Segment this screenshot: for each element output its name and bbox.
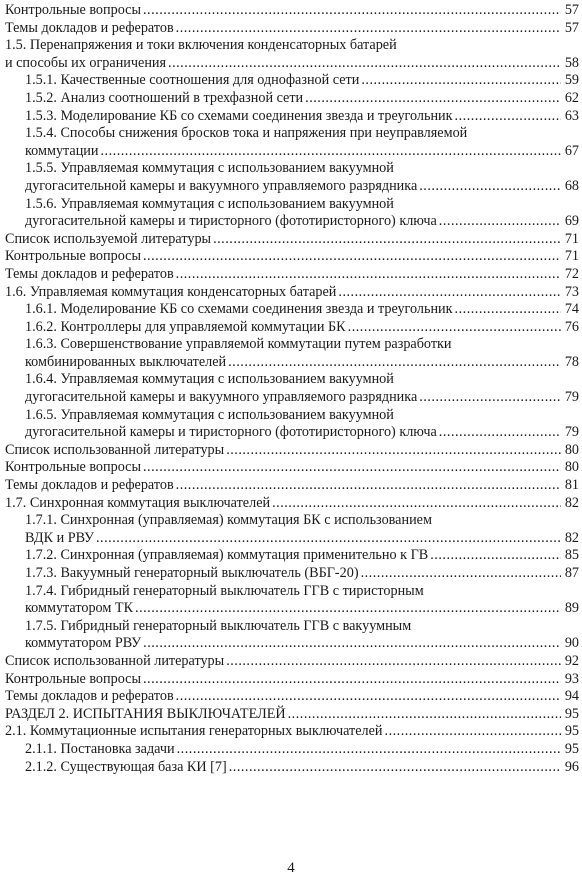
toc-line xyxy=(0,213,582,231)
toc-entry-title: 1.6.3. Совершенствование управляемой коммутации путем разработки xyxy=(25,336,452,353)
dot-leader xyxy=(143,2,561,20)
toc-page-number: 76 xyxy=(564,318,579,335)
toc-entry xyxy=(0,284,582,302)
toc-entry-title: Контрольные вопросы xyxy=(5,248,141,265)
toc-entry-title: Темы докладов и рефератов xyxy=(5,265,174,282)
toc-entry-title: Список использованной литературы xyxy=(5,652,225,669)
toc-entry-title: Темы докладов и рефератов xyxy=(5,19,174,36)
toc-page-number: 59 xyxy=(564,72,579,89)
dot-leader xyxy=(272,495,561,513)
toc-line xyxy=(0,108,582,126)
toc-entry xyxy=(0,196,582,231)
toc-entry xyxy=(0,741,582,759)
toc-line xyxy=(0,424,582,442)
toc-page-number: 80 xyxy=(564,459,579,476)
toc-page-number: 90 xyxy=(564,635,579,652)
toc-line xyxy=(0,231,582,249)
toc-line xyxy=(0,354,582,372)
dot-leader xyxy=(439,213,561,231)
toc-line xyxy=(0,196,582,214)
toc-entry-title: 1.5. Перенапряжения и токи включения конденсаторных батарей xyxy=(5,37,397,54)
toc-page-number: 71 xyxy=(564,230,579,247)
toc-entry-title: РАЗДЕЛ 2. ИСПЫТАНИЯ ВЫКЛЮЧАТЕЛЕЙ xyxy=(5,705,286,722)
toc-line xyxy=(0,143,582,161)
toc-page-number: 95 xyxy=(564,705,579,722)
toc-line xyxy=(0,72,582,90)
toc-line xyxy=(0,512,582,530)
toc-entry xyxy=(0,618,582,653)
dot-leader xyxy=(455,301,561,319)
toc-entry-title: 1.5.1. Качественные соотношения для однофазной сети xyxy=(25,72,360,89)
toc-page-number: 62 xyxy=(564,89,579,106)
toc-line xyxy=(0,284,582,302)
toc-page-number: 78 xyxy=(564,353,579,370)
toc-entry xyxy=(0,759,582,777)
toc-entry xyxy=(0,442,582,460)
toc-page-number: 63 xyxy=(564,107,579,124)
toc-page-number: 80 xyxy=(564,441,579,458)
toc-entry-title: Темы докладов и рефератов xyxy=(5,688,174,705)
toc-page-number: 82 xyxy=(564,529,579,546)
toc-entry xyxy=(0,72,582,90)
toc-entry xyxy=(0,495,582,513)
dot-leader xyxy=(305,90,561,108)
toc-entry xyxy=(0,248,582,266)
dot-leader xyxy=(228,354,561,372)
toc-entry-title: 1.5.4. Способы снижения бросков тока и напряжения при неуправляемой xyxy=(25,125,468,142)
toc-line xyxy=(0,618,582,636)
toc-line xyxy=(0,407,582,425)
toc-entry-title: ВДК и РВУ xyxy=(25,529,94,546)
toc-line xyxy=(0,37,582,55)
toc-line xyxy=(0,741,582,759)
dot-leader xyxy=(176,266,561,284)
toc-entry xyxy=(0,231,582,249)
toc-entry xyxy=(0,336,582,371)
toc-page-number: 93 xyxy=(564,670,579,687)
dot-leader xyxy=(385,723,561,741)
toc-entry-title: 1.7.5. Гибридный генераторный выключатель ГГВ с вакуумным xyxy=(25,617,412,634)
toc-page-number: 71 xyxy=(564,248,579,265)
toc-entry-title: 1.6.1. Моделирование КБ со схемами соединения звезда и треугольник xyxy=(25,301,453,318)
toc-entry-title: дугогасительной камеры и вакуумного управляемого разрядника xyxy=(25,389,418,406)
toc-entry-title: 1.7.4. Гибридный генераторный выключатель ГГВ с тиристорным xyxy=(25,582,424,599)
dot-leader xyxy=(101,143,562,161)
toc-line xyxy=(0,371,582,389)
toc-entry xyxy=(0,90,582,108)
dot-leader xyxy=(143,459,561,477)
toc-entry xyxy=(0,512,582,547)
toc-entry-title: 1.7.2. Синхронная (управляемая) коммутация применительно к ГВ xyxy=(25,547,429,564)
toc-line xyxy=(0,20,582,38)
toc-page-number: 89 xyxy=(564,600,579,617)
toc-entry-title: 1.7. Синхронная коммутация выключателей xyxy=(5,494,271,511)
toc-entry-title: Контрольные вопросы xyxy=(5,2,141,18)
toc-line xyxy=(0,90,582,108)
toc-line xyxy=(0,635,582,653)
dot-leader xyxy=(419,389,561,407)
toc-line xyxy=(0,319,582,337)
toc-entry-title: Контрольные вопросы xyxy=(5,670,141,687)
toc-entry-title: 1.7.1. Синхронная (управляемая) коммутация БК с использованием xyxy=(25,512,432,529)
dot-leader xyxy=(143,671,561,689)
toc-entry-title: 2.1. Коммутационные испытания генераторных выключателей xyxy=(5,723,383,740)
toc-line xyxy=(0,565,582,583)
toc-entry-title: Список использованной литературы xyxy=(5,441,225,458)
toc-line xyxy=(0,688,582,706)
dot-leader xyxy=(176,477,561,495)
toc-line xyxy=(0,653,582,671)
toc-page-number: 74 xyxy=(564,301,579,318)
toc-entry-title: Темы докладов и рефератов xyxy=(5,477,174,494)
toc-line xyxy=(0,266,582,284)
toc-line xyxy=(0,336,582,354)
toc-page-number: 73 xyxy=(564,283,579,300)
toc-page-number: 79 xyxy=(564,424,579,441)
toc-page-number: 85 xyxy=(564,547,579,564)
toc-entry xyxy=(0,547,582,565)
toc-entry xyxy=(0,160,582,195)
toc-entry xyxy=(0,477,582,495)
dot-leader xyxy=(430,547,561,565)
dot-leader xyxy=(361,565,561,583)
dot-leader xyxy=(439,424,561,442)
toc-page-number: 95 xyxy=(564,723,579,740)
dot-leader xyxy=(176,20,561,38)
toc-entry xyxy=(0,653,582,671)
toc-entry xyxy=(0,37,582,72)
toc-entry-title: дугогасительной камеры и тиристорного (фототиристорного) ключа xyxy=(25,424,437,441)
toc-line xyxy=(0,389,582,407)
toc-line xyxy=(0,530,582,548)
toc-page-number: 87 xyxy=(564,565,579,581)
toc-entry-title: 1.7.3. Вакуумный генераторный выключатель (ВБГ-20) xyxy=(25,565,359,581)
dot-leader xyxy=(288,706,561,724)
toc-page-number: 94 xyxy=(564,688,579,705)
toc-line xyxy=(0,477,582,495)
dot-leader xyxy=(177,741,561,759)
toc-line xyxy=(0,160,582,178)
toc-line xyxy=(0,706,582,724)
toc-page-number: 79 xyxy=(564,389,579,406)
toc-entry xyxy=(0,266,582,284)
toc-page-number: 69 xyxy=(564,213,579,230)
toc-entry-title: и способы их ограничения xyxy=(5,54,167,71)
toc-entry xyxy=(0,371,582,406)
toc-entry xyxy=(0,583,582,618)
dot-leader xyxy=(176,688,561,706)
toc-line xyxy=(0,301,582,319)
dot-leader xyxy=(229,759,561,777)
page-number: 4 xyxy=(287,860,295,876)
toc-line xyxy=(0,547,582,565)
toc-entry-title: дугогасительной камеры и вакуумного управляемого разрядника xyxy=(25,177,418,194)
toc-page-number: 92 xyxy=(564,652,579,669)
toc-line xyxy=(0,248,582,266)
toc-entry xyxy=(0,319,582,337)
toc-entry-title: 2.1.1. Постановка задачи xyxy=(25,740,175,757)
toc-page-number: 82 xyxy=(564,494,579,511)
toc-page-number: 57 xyxy=(564,19,579,36)
toc-line xyxy=(0,495,582,513)
toc-entry xyxy=(0,125,582,160)
dot-leader xyxy=(96,530,561,548)
toc-entry xyxy=(0,108,582,126)
dot-leader xyxy=(135,600,561,618)
dot-leader xyxy=(338,284,561,302)
dot-leader xyxy=(455,108,561,126)
toc-line xyxy=(0,583,582,601)
toc-page-number: 96 xyxy=(564,758,579,775)
toc-page-number: 68 xyxy=(564,177,579,194)
toc-entry xyxy=(0,565,582,583)
toc-entry-title: коммутации xyxy=(25,142,99,159)
toc-entry-title: 1.6. Управляемая коммутация конденсаторных батарей xyxy=(5,283,337,300)
toc-entry-title: Контрольные вопросы xyxy=(5,459,141,476)
toc-entry xyxy=(0,407,582,442)
dot-leader xyxy=(213,231,561,249)
dot-leader xyxy=(143,248,561,266)
toc-entry xyxy=(0,2,582,20)
toc-line xyxy=(0,600,582,618)
toc-line xyxy=(0,2,582,20)
toc-entry xyxy=(0,688,582,706)
toc-page-number: 58 xyxy=(564,54,579,71)
dot-leader xyxy=(361,72,561,90)
toc-entry-title: Список используемой литературы xyxy=(5,230,212,247)
toc-entry-title: коммутатором РВУ xyxy=(25,635,142,652)
toc-page-number: 95 xyxy=(564,740,579,757)
toc-page-number: 81 xyxy=(564,477,579,494)
dot-leader xyxy=(143,635,561,653)
toc-entry-title: 1.5.6. Управляемая коммутация с использованием вакуумной xyxy=(25,195,394,212)
toc-page-number: 67 xyxy=(564,142,579,159)
toc-entry-title: 1.6.2. Контроллеры для управляемой коммутации БК xyxy=(25,318,346,335)
dot-leader xyxy=(226,442,561,460)
toc-line xyxy=(0,759,582,777)
dot-leader xyxy=(168,55,561,73)
toc-line xyxy=(0,723,582,741)
toc-entry xyxy=(0,301,582,319)
dot-leader xyxy=(226,653,561,671)
toc-entry-title: комбинированных выключателей xyxy=(25,353,227,370)
dot-leader xyxy=(348,319,561,337)
toc-entry xyxy=(0,706,582,724)
toc-entry-title: 1.6.4. Управляемая коммутация с использованием вакуумной xyxy=(25,371,394,388)
toc-entry-title: 1.5.3. Моделирование КБ со схемами соединения звезда и треугольник xyxy=(25,107,453,124)
toc-entry-title: 1.5.5. Управляемая коммутация с использованием вакуумной xyxy=(25,160,394,177)
toc-entry xyxy=(0,671,582,689)
toc-entry-title: дугогасительной камеры и тиристорного (фототиристорного) ключа xyxy=(25,213,437,230)
toc-entry-title: 2.1.2. Существующая база КИ [7] xyxy=(25,758,227,775)
toc-entry xyxy=(0,459,582,477)
toc-line xyxy=(0,442,582,460)
toc-page-number: 72 xyxy=(564,265,579,282)
toc-line xyxy=(0,178,582,196)
toc-entry-title: 1.6.5. Управляемая коммутация с использованием вакуумной xyxy=(25,406,394,423)
toc-entry-title: 1.5.2. Анализ соотношений в трехфазной сети xyxy=(25,89,304,106)
toc-entry xyxy=(0,723,582,741)
toc-page-number: 57 xyxy=(564,2,579,18)
toc-line xyxy=(0,55,582,73)
toc-line xyxy=(0,125,582,143)
dot-leader xyxy=(419,178,561,196)
toc-entry xyxy=(0,20,582,38)
toc-line xyxy=(0,459,582,477)
toc-entry-title: коммутатором ТК xyxy=(25,600,134,617)
toc-line xyxy=(0,671,582,689)
